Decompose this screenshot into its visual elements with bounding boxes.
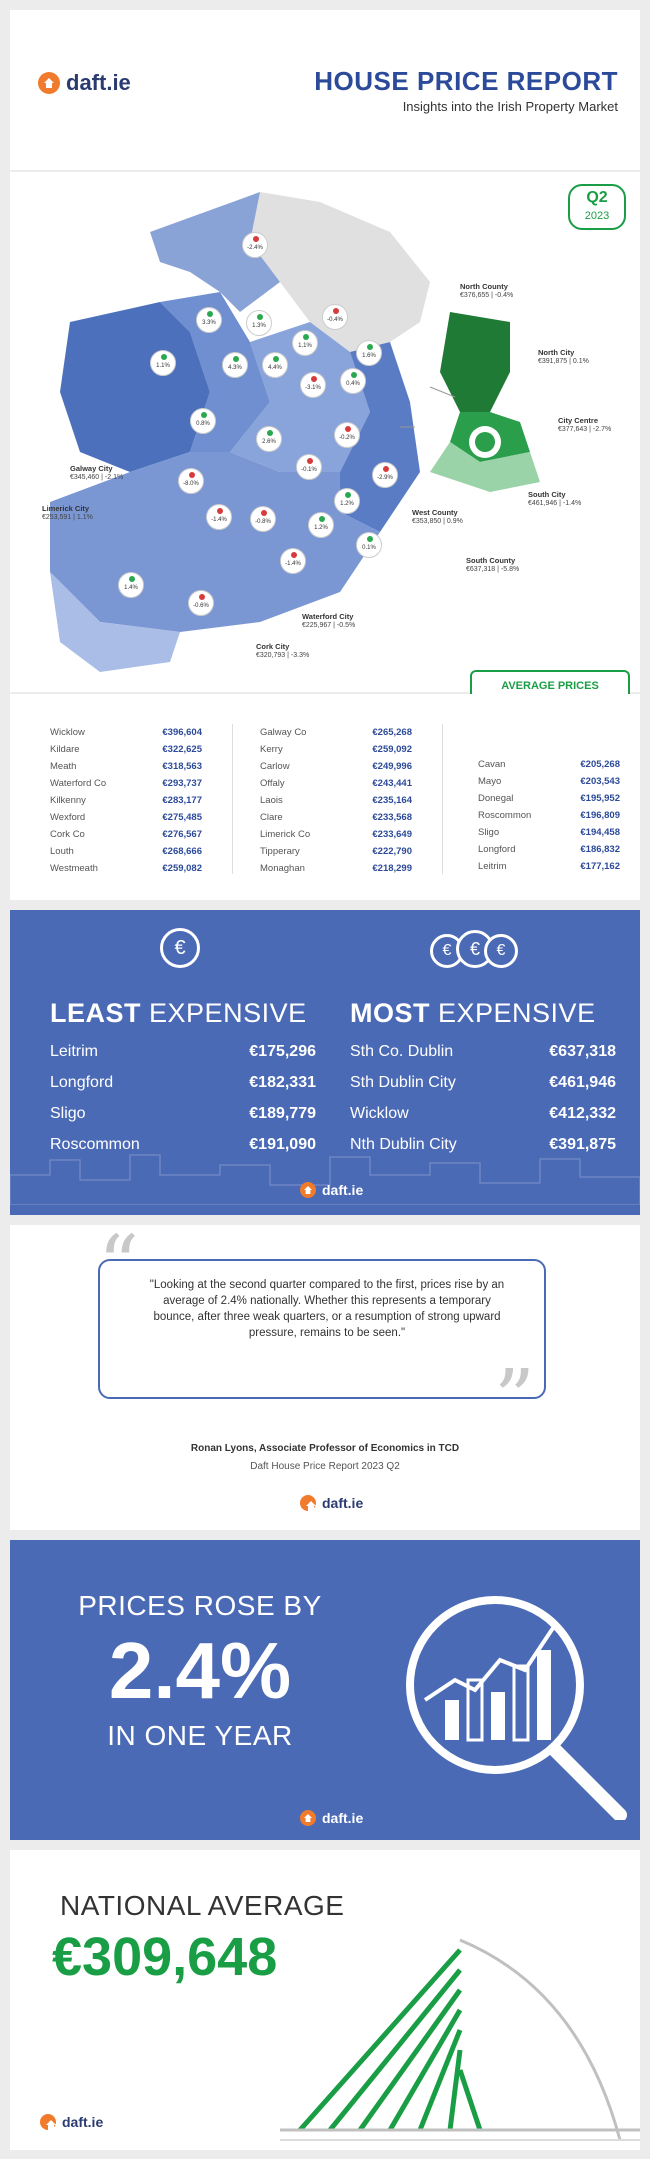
page-title: HOUSE PRICE REPORT [314, 66, 618, 96]
table-row: Cavan €205,268 [478, 759, 620, 770]
list-item: Nth Dublin City €391,875 [350, 1136, 616, 1153]
callout-west-county: West County €353,850 | 0.9% [412, 508, 463, 525]
change-tag[interactable]: 1.3% [246, 310, 272, 336]
table-row: Westmeath €259,082 [50, 863, 202, 874]
least-expensive-heading: LEAST EXPENSIVE [50, 998, 307, 1028]
rise-line-2: IN ONE YEAR [107, 1720, 293, 1751]
bridge-illustration [280, 1930, 640, 2150]
least-expensive-list [50, 1036, 316, 1160]
house-icon [300, 1495, 316, 1511]
callout-south-city: South City €461,946 | -1.4% [528, 490, 582, 507]
euro-coin-icon: € [160, 928, 200, 968]
open-quote-icon: “ [98, 1218, 139, 1311]
table-row: Mayo €203,543 [478, 776, 620, 787]
change-tag[interactable]: -1.4% [280, 548, 306, 574]
column-divider [232, 724, 233, 874]
rise-value: 2.4% [108, 1626, 292, 1715]
price-column-2 [260, 724, 412, 877]
daft-logo[interactable]: daft.ie [300, 1495, 363, 1511]
most-expensive-list [350, 1036, 616, 1160]
callout-galway-city: Galway City €345,460 | -2.1% [70, 464, 124, 481]
page-subtitle: Insights into the Irish Property Market [402, 99, 618, 114]
list-item: Wicklow €412,332 [350, 1105, 616, 1122]
prices-rose-panel [10, 1540, 640, 1840]
table-row: Wicklow €396,604 [50, 727, 202, 738]
callout-south-county: South County €637,318 | -5.8% [466, 556, 520, 573]
callout-north-county: North County €376,655 | -0.4% [460, 282, 514, 299]
change-tag[interactable]: -8.0% [178, 468, 204, 494]
price-column-3 [478, 756, 620, 875]
least-most-panel [10, 910, 640, 1215]
national-average-card [10, 1850, 640, 2150]
most-expensive-heading: MOST EXPENSIVE [350, 998, 596, 1028]
change-tag[interactable]: 1.4% [118, 572, 144, 598]
price-column-1 [50, 724, 202, 877]
table-row: Kilkenny €283,177 [50, 795, 202, 806]
quote-text: "Looking at the second quarter compared to the first, prices rise by an average of 2.4% nationally. Whether this represents a temporary bounce, after three weak quarters, or a resumption of strong upward pressure, remains to be seen." [149, 1279, 505, 1339]
daft-logo[interactable]: daft.ie [300, 1182, 363, 1198]
change-tag[interactable]: 1.6% [356, 340, 382, 366]
callout-north-city: North City €391,875 | 0.1% [538, 348, 589, 365]
table-row: Clare €233,568 [260, 812, 412, 823]
euro-coin-icon: € [430, 934, 464, 968]
daft-logo[interactable]: daft.ie [40, 2114, 103, 2130]
daft-logo[interactable]: daft.ie [38, 70, 131, 96]
map-card [10, 172, 640, 692]
table-row: Wexford €275,485 [50, 812, 202, 823]
table-row: Longford €186,832 [478, 844, 620, 855]
list-item: Roscommon €191,090 [50, 1136, 316, 1153]
change-tag[interactable]: -0.8% [250, 506, 276, 532]
house-icon [300, 1810, 316, 1826]
table-row: Galway Co €265,268 [260, 727, 412, 738]
list-item: Sligo €189,779 [50, 1105, 316, 1122]
house-icon [40, 2114, 56, 2130]
list-item: Leitrim €175,296 [50, 1043, 316, 1060]
quote-card [10, 1218, 640, 1530]
table-row: Laois €235,164 [260, 795, 412, 806]
list-item: Longford €182,331 [50, 1074, 316, 1091]
house-icon [38, 72, 60, 94]
national-average-label: NATIONAL AVERAGE [60, 1890, 345, 1921]
table-row: Sligo €194,458 [478, 827, 620, 838]
change-tag[interactable]: -2.4% [242, 232, 268, 258]
change-tag[interactable]: 0.4% [340, 368, 366, 394]
callout-limerick-city: Limerick City €253,591 | 1.1% [42, 504, 93, 521]
table-row: Limerick Co €233,649 [260, 829, 412, 840]
change-tag[interactable]: -0.2% [334, 422, 360, 448]
table-row: Roscommon €196,809 [478, 810, 620, 821]
table-row: Kerry €259,092 [260, 744, 412, 755]
change-tag[interactable]: 1.1% [150, 350, 176, 376]
change-tag[interactable]: -1.4% [206, 504, 232, 530]
price-table-card [10, 694, 640, 900]
table-row: Carlow €249,996 [260, 761, 412, 772]
callout-cork-city: Cork City €320,793 | -3.3% [256, 642, 310, 659]
table-row: Offaly €243,441 [260, 778, 412, 789]
change-tag[interactable]: 4.3% [222, 352, 248, 378]
report-title-block [314, 66, 618, 114]
change-tag[interactable]: 0.1% [356, 532, 382, 558]
national-average-value: €309,648 [52, 1927, 278, 1987]
callout-waterford-city: Waterford City €225,967 | -0.5% [302, 612, 356, 629]
list-item: Sth Dublin City €461,946 [350, 1074, 616, 1091]
change-tag[interactable]: 1.2% [308, 512, 334, 538]
column-divider [442, 724, 443, 874]
quote-author: Ronan Lyons, Associate Professor of Economics in TCD [190, 1443, 460, 1454]
table-row: Waterford Co €293,737 [50, 778, 202, 789]
change-tag[interactable]: 4.4% [262, 352, 288, 378]
daft-logo[interactable]: daft.ie [300, 1810, 363, 1826]
change-tag[interactable]: -0.6% [188, 590, 214, 616]
table-row: Leitrim €177,162 [478, 861, 620, 872]
change-tag[interactable]: -2.9% [372, 462, 398, 488]
callout-city-centre: City Centre €377,643 | -2.7% [558, 416, 612, 433]
quote-source: Daft House Price Report 2023 Q2 [250, 1461, 400, 1472]
table-row: Kildare €322,625 [50, 744, 202, 755]
quarter-badge: Q2 2023 [568, 184, 626, 230]
rise-line-1: PRICES ROSE BY [78, 1590, 322, 1621]
table-row: Monaghan €218,299 [260, 863, 412, 874]
change-tag[interactable]: 1.1% [292, 330, 318, 356]
table-row: Tipperary €222,790 [260, 846, 412, 857]
change-tag[interactable]: -0.4% [322, 304, 348, 330]
table-row: Cork Co €276,567 [50, 829, 202, 840]
table-row: Meath €318,563 [50, 761, 202, 772]
change-tag[interactable]: 0.8% [190, 408, 216, 434]
house-icon [300, 1182, 316, 1198]
change-tag[interactable]: 3.3% [196, 307, 222, 333]
header-card [10, 10, 640, 170]
table-row: Louth €268,666 [50, 846, 202, 857]
change-tag[interactable]: 1.2% [334, 488, 360, 514]
change-tag[interactable]: 2.6% [256, 426, 282, 452]
average-prices-badge: AVERAGE PRICES [470, 670, 630, 728]
change-tag[interactable]: -3.1% [300, 372, 326, 398]
magnifier-chart-icon [390, 1580, 630, 1820]
list-item: Sth Co. Dublin €637,318 [350, 1043, 616, 1060]
euro-coin-icon: € [456, 930, 494, 968]
change-tag[interactable]: -0.1% [296, 454, 322, 480]
close-quote-icon: ” [494, 1352, 535, 1445]
euro-coin-icon: € [484, 934, 518, 968]
table-row: Donegal €195,952 [478, 793, 620, 804]
